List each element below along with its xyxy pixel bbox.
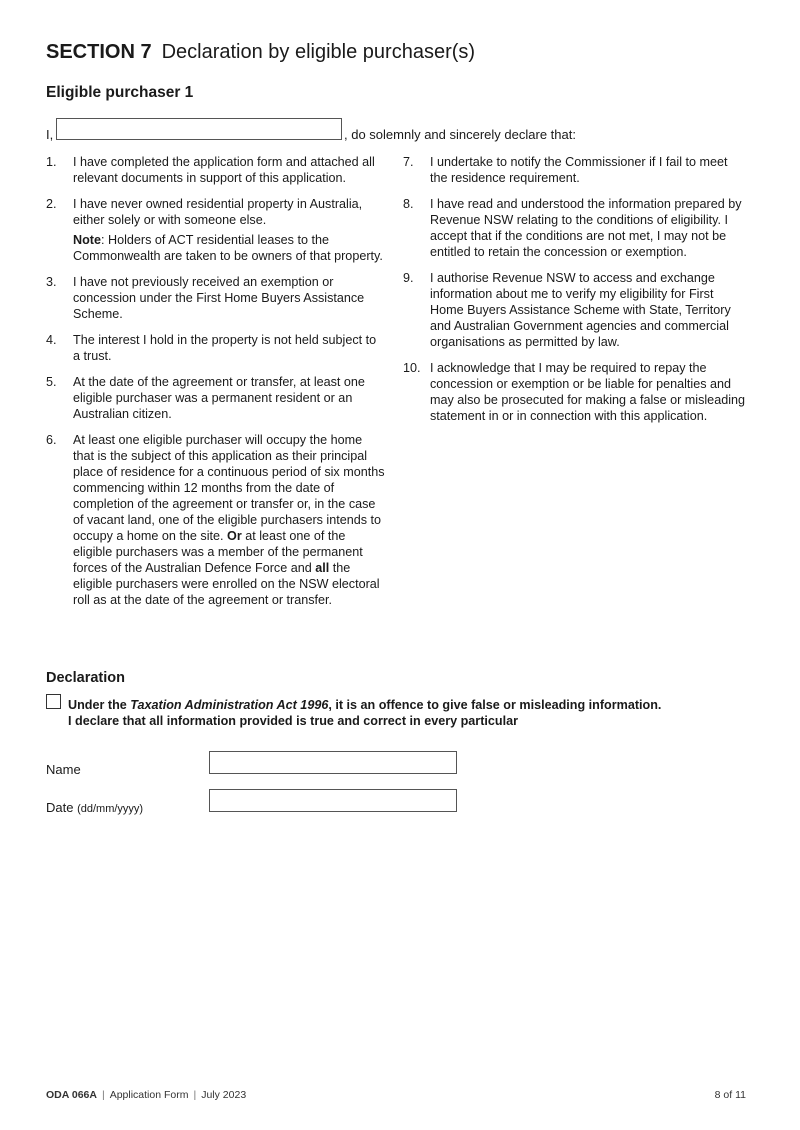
item-text: I have read and understood the information prepared by Revenue NSW relating to the conditions of eligibility. I accept that if the conditions are not met, I may not be entitled to retain the concession or exemption.: [430, 197, 742, 259]
or-word: Or: [227, 529, 242, 543]
note-label: Note: [73, 233, 101, 247]
name-label: Name: [46, 762, 81, 777]
declaration-item-3: [46, 274, 386, 322]
date-label-group: [46, 800, 143, 815]
declaration-item-8: [403, 196, 746, 260]
item-note: [73, 232, 386, 264]
declaration-list-right: [403, 154, 746, 434]
all-word: all: [315, 561, 330, 575]
section-heading: Declaration by eligible purchaser(s): [161, 41, 476, 63]
form-type: Application Form: [109, 1089, 189, 1101]
declarant-suffix: , do solemnly and sincerely declare that:: [344, 127, 576, 142]
item-number: 1.: [46, 155, 57, 169]
declaration-text-a: Under the: [68, 698, 131, 712]
declaration-item-9: [403, 270, 746, 350]
item-number: 6.: [46, 433, 57, 447]
purchaser-subheading: Eligible purchaser 1: [46, 84, 194, 101]
declaration-item-4: [46, 332, 386, 364]
item-number: 8.: [403, 197, 414, 211]
declaration-item-6: [46, 432, 386, 608]
page-footer: [46, 1089, 746, 1101]
declarant-prefix: I,: [46, 127, 54, 142]
item-text-c: the eligible purchasers were enrolled on the NSW electoral roll as at the date of the agreement or transfer.: [73, 561, 380, 607]
section-title: [46, 41, 475, 64]
declaration-item-1: [46, 154, 386, 186]
date-input[interactable]: [209, 789, 457, 812]
declaration-list-left: [46, 154, 386, 618]
page-number: 8 of 11: [714, 1089, 746, 1101]
form-code: ODA 066A: [46, 1089, 97, 1101]
declaration-line-2: I declare that all information provided is true and correct in every particular: [68, 714, 519, 728]
declaration-heading: Declaration: [46, 670, 125, 686]
item-text: [73, 432, 386, 608]
declaration-item-2: [46, 196, 386, 264]
footer-separator: |: [193, 1089, 197, 1101]
section-number: SECTION 7: [46, 41, 152, 63]
item-text: I acknowledge that I may be required to repay the concession or exemption or be liable for penalties and may also be prosecuted for making a false or misleading statement in or in connection with this application.: [430, 361, 746, 423]
item-number: 2.: [46, 197, 57, 211]
item-number: 4.: [46, 333, 57, 347]
declaration-statement: [68, 697, 728, 729]
declarant-name-input[interactable]: [56, 118, 342, 140]
item-text: At the date of the agreement or transfer, at least one eligible purchaser was a permanent resident or an Australian citizen.: [73, 375, 365, 421]
item-number: 7.: [403, 155, 414, 169]
item-number: 5.: [46, 375, 57, 389]
declaration-checkbox[interactable]: [46, 694, 61, 709]
item-text: I have completed the application form and attached all relevant documents in support of this application.: [73, 155, 375, 185]
form-date: July 2023: [201, 1089, 247, 1101]
declaration-item-7: [403, 154, 746, 186]
form-page: [46, 0, 746, 1130]
name-input[interactable]: [209, 751, 457, 774]
item-number: 3.: [46, 275, 57, 289]
item-text-a: At least one eligible purchaser will occupy the home that is the subject of this application as their principal place of residence for a continuous period of six months commencing within 12 months from the date of completion of the agreement or transfer or, in the case of vacant land, one of the eligible purchasers intends to occupy a home on the site.: [73, 433, 385, 543]
date-format-hint: (dd/mm/yyyy): [77, 803, 144, 815]
date-label: Date: [46, 800, 74, 815]
footer-separator: |: [101, 1089, 105, 1101]
declarant-line: [46, 118, 746, 142]
item-text: The interest I hold in the property is not held subject to a trust.: [73, 333, 377, 363]
item-text: I authorise Revenue NSW to access and exchange information about me to verify my eligibility for First Home Buyers Assistance Scheme with State, Territory and Australian Government agencies and commercial organisations as permitted by law.: [430, 271, 731, 349]
item-number: 10.: [403, 361, 421, 375]
declaration-text-b: , it is an offence to give false or misleading information.: [328, 698, 662, 712]
declaration-item-5: [46, 374, 386, 422]
declaration-line-1: [68, 697, 728, 713]
item-text: I have never owned residential property in Australia, either solely or with someone else.: [73, 197, 363, 227]
note-text: : Holders of ACT residential leases to the Commonwealth are taken to be owners of that property.: [73, 233, 383, 263]
act-name: Taxation Administration Act 1996: [130, 698, 329, 712]
item-number: 9.: [403, 271, 414, 285]
item-text-b: at least one of the eligible purchasers was a member of the permanent forces of the Australian Defence Force and: [73, 529, 363, 575]
item-text: I undertake to notify the Commissioner if I fail to meet the residence requirement.: [430, 155, 728, 185]
declaration-item-10: [403, 360, 746, 424]
item-text: I have not previously received an exemption or concession under the First Home Buyers Assistance Scheme.: [73, 275, 365, 321]
